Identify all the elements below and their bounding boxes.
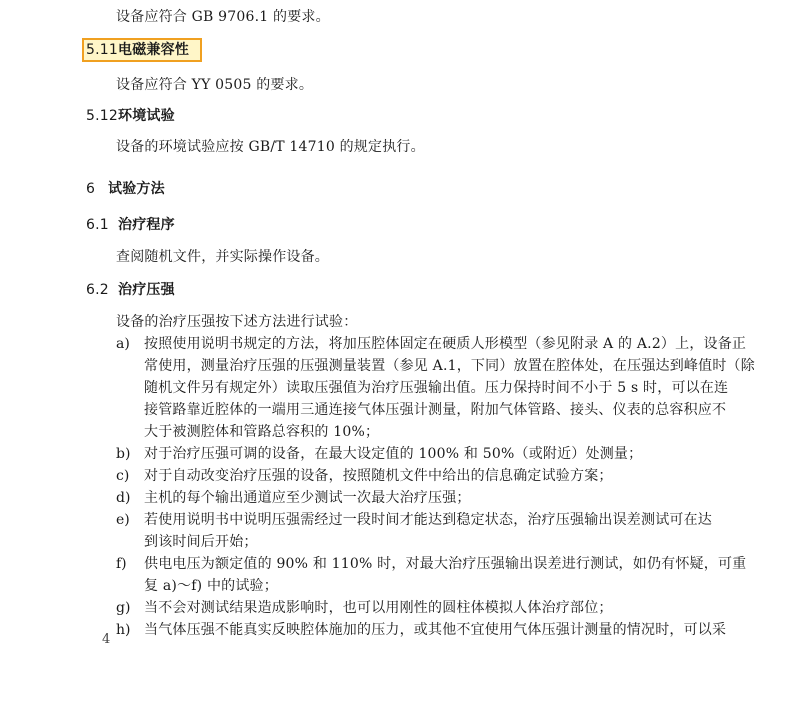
section-title: 试验方法 [108, 181, 165, 197]
item-h-line-1: 当气体压强不能真实反映腔体施加的压力，或其他不宜使用气体压强计测量的情况时，可以采 [144, 622, 727, 638]
section-number: 5.11 [86, 42, 118, 58]
section-6-1-heading [86, 216, 175, 234]
item-d-line-1: 主机的每个输出通道应至少测试一次最大治疗压强； [144, 490, 471, 506]
item-e-line-2: 到该时间后开始； [144, 534, 258, 550]
section-5-12-heading [86, 107, 175, 125]
text-line-intro: 设备的治疗压强按下述方法进行试验： [116, 314, 358, 330]
item-label-e: e) [116, 512, 130, 528]
item-a-line-2: 常使用，测量治疗压强的压强测量装置（参见 A.1，下同）放置在腔体处，在压强达到峰值时（除 [144, 358, 755, 374]
section-title: 治疗程序 [118, 217, 175, 233]
item-c-line-1: 对于自动改变治疗压强的设备，按照随机文件中给出的信息确定试验方案； [144, 468, 613, 484]
text-line-yy0505: 设备应符合 YY 0505 的要求。 [116, 77, 314, 93]
section-6-heading [86, 180, 165, 198]
section-5-11-heading [86, 41, 189, 59]
item-label-c: c) [116, 468, 130, 484]
item-a-line-4: 接管路靠近腔体的一端用三通连接气体压强计测量，附加气体管路、接头、仪表的总容积应不 [144, 402, 727, 418]
item-label-b: b) [116, 446, 131, 462]
page-number: 4 [102, 632, 111, 647]
section-title: 治疗压强 [118, 282, 175, 298]
item-a-line-3: 随机文件另有规定外）读取压强值为治疗压强输出值。压力保持时间不小于 5 s 时，可以在连 [144, 380, 729, 396]
section-6-2-heading [86, 281, 175, 299]
section-number: 6.2 [86, 282, 109, 298]
item-g-line-1: 当不会对测试结果造成影响时，也可以用刚性的圆柱体模拟人体治疗部位； [144, 600, 613, 616]
section-number: 6 [86, 181, 96, 197]
section-number: 6.1 [86, 217, 109, 233]
section-title: 环境试验 [118, 108, 175, 124]
text-line-gb9706: 设备应符合 GB 9706.1 的要求。 [116, 9, 330, 25]
item-label-d: d) [116, 490, 131, 506]
item-f-line-1: 供电电压为额定值的 90% 和 110% 时，对最大治疗压强输出误差进行测试，如仍有怀疑，可重 [144, 556, 747, 572]
item-e-line-1: 若使用说明书中说明压强需经过一段时间才能达到稳定状态，治疗压强输出误差测试可在达 [144, 512, 712, 528]
text-line-procedure: 查阅随机文件，并实际操作设备。 [116, 249, 329, 265]
item-a-line-1: 按照使用说明书规定的方法，将加压腔体固定在硬质人形模型（参见附录 A 的 A.2）上，设备正 [144, 336, 747, 352]
item-label-h: h) [116, 622, 131, 638]
section-title: 电磁兼容性 [118, 42, 189, 58]
text-line-environment: 设备的环境试验应按 GB/T 14710 的规定执行。 [116, 139, 425, 155]
item-a-line-5: 大于被测腔体和管路总容积的 10%； [144, 424, 380, 440]
item-b-line-1: 对于治疗压强可调的设备，在最大设定值的 100% 和 50%（或附近）处测量； [144, 446, 643, 462]
section-number: 5.12 [86, 108, 118, 124]
item-label-g: g) [116, 600, 131, 616]
item-label-f: f) [116, 556, 127, 572]
item-label-a: a) [116, 336, 130, 352]
item-f-line-2: 复 a)～f) 中的试验； [144, 578, 278, 594]
